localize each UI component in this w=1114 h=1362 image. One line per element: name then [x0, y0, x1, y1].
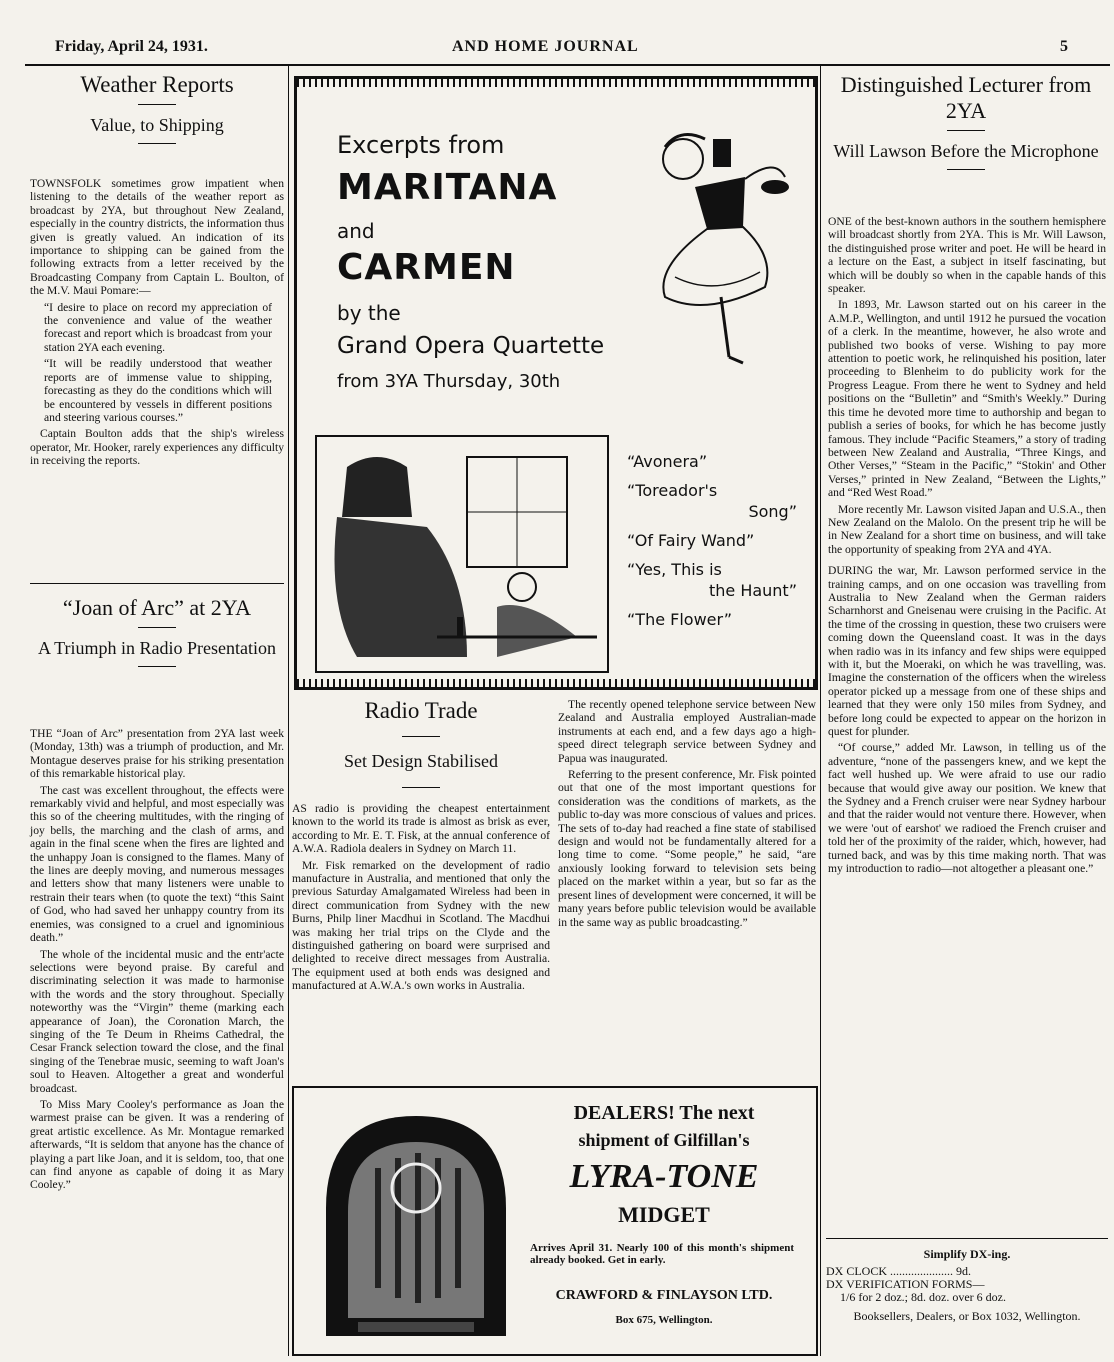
dx-ad-title: Simplify DX-ing. — [923, 1247, 1011, 1261]
lyratone-line-shipment: shipment of Gilfillan's — [578, 1130, 750, 1150]
song-haunt-1: “Yes, This is — [627, 560, 722, 579]
radio-trade-paragraph-2: Mr. Fisk remarked on the development of radio manufacture in Australia, and mentioned that only the previous Saturday Amalgamated Wireless had been in direct communication from Sydney with the new Burns, Philp liner Macdhui in Scotland. The Macdhui was making her trial trips on the Clyde and the distinguished gathering on board were surprised and delighted to receive direct messages from Australia. The equipment used at both ends was designed and manufactured at A.W.A.'s own works in Australia. — [292, 858, 550, 993]
lecturer-paragraph-3: More recently Mr. Lawson visited Japan and U.S.A., then New Zealand on the Malolo. On the present trip he will be in New Zealand for a short time on business, and will take the opportunity of speaking from 2YA and 4YA. — [828, 502, 1106, 556]
lecturer-heading — [824, 72, 1108, 178]
ornamental-border-top — [297, 79, 815, 87]
opera-advertisement — [294, 76, 818, 690]
weather-subtitle-rule — [138, 143, 176, 144]
joan-title-rule — [138, 627, 176, 628]
dx-ad-forms: DX VERIFICATION FORMS— — [826, 1277, 985, 1291]
lecturer-paragraph-5: “Of course,” added Mr. Lawson, in telling us of the adventure, “none of the passengers knew, and we kept the fact well hushed up. We were afraid to use our radio because that would give away our position. We knew that the Sydney and a French cruiser were near Sydney harbour and that the raider would not venture there. However, when we were 'out of earshot' we radioed the French cruiser and told her of the proximity of the raider, which, however, had turned back, and was by this time making north. That was my introduction to radio—not altogether a pleasant one.” — [828, 741, 1106, 876]
opera-line-and: and — [337, 219, 375, 243]
dx-ad-clock: DX CLOCK ..................... 9d. — [826, 1264, 972, 1278]
song-fairy-wand: “Of Fairy Wand” — [627, 531, 755, 550]
lecturer-title-rule — [947, 130, 985, 131]
song-flower: “The Flower” — [627, 610, 733, 629]
song-list — [627, 451, 797, 630]
knight-drawing — [317, 437, 607, 671]
column-rule-1 — [288, 66, 289, 1356]
lecturer-title: Distinguished Lecturer from 2YA — [840, 72, 1092, 123]
lecturer-paragraph-2: In 1893, Mr. Lawson started out on his career in the A.M.P., Wellington, and until 1912 he pursued the vocation of a clerk. In the meantime, however, he also wrote and published two books of verse. Wishing to pay more attention to poetic work, he relinquished his position, later proceeding to Blenheim to do publicity work for the Progress League. From there he went to Sydney and held positions on the “Bulletin” and “Smith's Weekly.” During this time he devoted more time to authorship and began to publish a series of books, for which he has become justly famous. They include “Pacific Steamers,” a story of trading between New Zealand and Australia, “Three Kings, and Other Verses,” “Steam in the Pacific,” “Stokin' and Other Verses,” printed in New Zealand, “Between the Lights,” and “Red West Road.” — [828, 298, 1106, 500]
joan-paragraph-4: To Miss Mary Cooley's performance as Joan the warmest praise can be given. It was a rendering of great artistic excellence. As Mr. Montague remarked afterwards, “It is seldom that anyone has the chance of playing a part like Joan, and it is seldom, too, that one can find anyone as capable of doing it as Mary Cooley.” — [30, 1097, 284, 1192]
ornamental-border-bottom — [297, 679, 815, 687]
joan-title: “Joan of Arc” at 2YA — [62, 595, 252, 620]
radio-trade-paragraph-3: The recently opened telephone service between New Zealand and Australia employed Australian-made instruments at each end, and a few days ago a high-speed direct telegraph service between Sydney and Papua was inaugurated. — [558, 698, 816, 765]
lecturer-paragraph-4: DURING the war, Mr. Lawson performed service in the training camps, and on one occasion was travelling from Australia to New Zealand when the German raiders Scharnhorst and Gneisenau were cruising in the Pacific. At the time of the crossing in question, these two cruisers were coming down the Queensland coast. It was in the days when radio was in its infancy and few ships were equipped with it, but the Moeraki, on which he was travelling, was. Imagine the consternation of the officers when the wireless operator picked up a message from one of these ships and learned that they were only 150 miles from Sydney, and before long could be expected to appear on the horizon in quest for plunder. — [828, 564, 1106, 739]
radio-trade-subtitle: Set Design Stabilised — [344, 751, 498, 771]
dx-advertisement — [826, 1248, 1108, 1323]
joan-subtitle: A Triumph in Radio Presentation — [37, 638, 277, 658]
lyratone-line-address: Box 675, Wellington. — [615, 1314, 713, 1326]
dx-ad-sellers: Booksellers, Dealers, or Box 1032, Wellington. — [853, 1309, 1081, 1323]
radio-set-illustration — [318, 1108, 514, 1340]
weather-quote-2: “It will be readily understood that weather reports are of immense value to shipping, forecasting as they do the conditions which will be encountered by vessels in different positions and steering various courses.” — [44, 357, 272, 424]
weather-title: Weather Reports — [80, 72, 234, 97]
radio-trade-paragraph-1: AS radio is providing the cheapest entertainment known to the world its trade is almost as brisk as ever, according to Mr. E. T. Fisk, at the annual conference of A.W.A. Radiola dealers in Sydney on March 11. — [292, 802, 550, 856]
dx-ad-prices: 1/6 for 2 doz.; 8d. doz. over 6 doz. — [840, 1290, 1006, 1304]
lyratone-line-dealers: DEALERS! The next — [573, 1102, 755, 1124]
radio-trade-paragraph-4: Referring to the present conference, Mr. Fisk pointed out that one of the most important questions for consideration was the conditions of markets, as the public to-day was more conscious of values and prices. The sets of to-day had reached a fine state of stabilised design and would not be fundamentally altered for a long time to come. “Some people,” he said, “are anxiously looking forward to television sets being placed on the market within a year, but so far as the present lines of development were concerned, it will be many years before public television would be available in the same way as public broadcasting.” — [558, 768, 816, 929]
radio-trade-body-col1 — [292, 802, 550, 1084]
opera-line-maritana: MARITANA — [337, 167, 558, 208]
radio-trade-title: Radio Trade — [364, 698, 478, 723]
lyratone-advertisement — [292, 1086, 818, 1356]
radio-trade-title-rule — [402, 736, 440, 737]
weather-article — [28, 72, 286, 152]
joan-paragraph-2: The cast was excellent throughout, the effects were remarkably vivid and helpful, and most especially was this so of the cheering multitudes, with the ringing of joy bells, the marching and the clash of arms, and again in the final scene when the fires are lighted and the unhappy Joan is consigned to the flames. Many of the lines are deeply moving, and numerous messages and letters show that many listeners were unable to restrain their tears when (to quote the text) “this Saint of God, who had saved her unhappy country from its enemies, was consigned to a cruel and ignominious death.” — [30, 783, 284, 945]
weather-title-rule — [138, 104, 176, 105]
joan-heading — [28, 595, 286, 675]
dx-ad-top-rule — [826, 1238, 1108, 1239]
opera-line-excerpts: Excerpts from — [337, 131, 505, 159]
opera-line-broadcast: from 3YA Thursday, 30th — [337, 371, 561, 392]
song-avonera: “Avonera” — [627, 452, 708, 471]
weather-paragraph-1: TOWNSFOLK sometimes grow impatient when listening to the details of the weather report as broadcast by 2YA, but throughout New Zealand, especially in the country districts, the information thus given is greatly valued. An indication of its importance to shipping can be gained from the following extracts from a letter received by the Broadcasting Company from Captain L. Boulton, of the M.V. Maui Pomare:— — [30, 177, 284, 298]
lyratone-line-brand: LYRA-TONE — [569, 1158, 759, 1195]
joan-top-rule — [30, 583, 284, 584]
lecturer-paragraph-1: ONE of the best-known authors in the southern hemisphere will broadcast shortly from 2YA. This is Mr. Will Lawson, the distinguished prose writer and poet. He will be heard in a lecture on the East, a subject in itself fascinating, but which will be doubly so when in the capable hands of this speaker. — [828, 215, 1106, 296]
song-toreador-2: Song” — [748, 502, 797, 521]
journal-name: AND HOME JOURNAL — [452, 38, 639, 55]
lyratone-line-company: CRAWFORD & FINLAYSON LTD. — [555, 1288, 773, 1303]
joan-subtitle-rule — [138, 666, 176, 667]
opera-line-quartette: Grand Opera Quartette — [337, 333, 605, 359]
opera-line-by-the: by the — [337, 301, 401, 325]
song-toreador-1: “Toreador's — [627, 481, 718, 500]
lyratone-line-arrival: Arrives April 31. Nearly 100 of this month's shipment already booked. Get in early. — [530, 1242, 794, 1266]
weather-subtitle: Value, to Shipping — [90, 115, 224, 135]
dancer-illustration — [625, 117, 801, 367]
page-number: 5 — [1060, 38, 1068, 55]
lecturer-subtitle: Will Lawson Before the Microphone — [833, 141, 1099, 161]
knight-and-lady-illustration — [315, 435, 609, 673]
weather-body — [30, 177, 284, 471]
weather-paragraph-2: Captain Boulton adds that the ship's wireless operator, Mr. Hooker, rarely experiences any difficulty in receiving the reports. — [30, 427, 284, 468]
lyratone-line-midget: MIDGET — [618, 1202, 710, 1227]
column-rule-2 — [820, 66, 821, 1356]
radio-trade-subtitle-rule — [402, 787, 440, 788]
radio-trade-heading — [290, 698, 552, 802]
header-rule — [25, 64, 1110, 66]
lecturer-subtitle-rule — [947, 169, 985, 170]
lecturer-body — [828, 215, 1106, 879]
song-haunt-2: the Haunt” — [708, 581, 797, 600]
opera-line-carmen: CARMEN — [337, 247, 516, 288]
joan-paragraph-1: THE “Joan of Arc” presentation from 2YA last week (Monday, 13th) was a triumph of production, and Mr. Montague deserves praise for his striking presentation of this remarkable historical play. — [30, 727, 284, 781]
weather-quote-1: “I desire to place on record my appreciation of the convenience and value of the weather forecast and report which is broadcast from your station 2YA each evening. — [44, 300, 272, 354]
joan-body — [30, 727, 284, 1195]
joan-paragraph-3: The whole of the incidental music and the entr'acte selections were beyond praise. By careful and discriminating selection it was made to harmonise with the words and the story throughout. Specially noteworthy was the “Virgin” theme (marking each appearance of Joan), the Coronation March, the singing of the Te Deum in Rheims Cathedral, the Cesar Franck selection toward the close, and the final singing of the Tenebrae music, seeming to waft Joan's soul to Heaven. Altogether a great and wonderful broadcast. — [30, 947, 284, 1095]
issue-date: Friday, April 24, 1931. — [55, 38, 208, 55]
radio-trade-body-col2 — [558, 698, 816, 1082]
